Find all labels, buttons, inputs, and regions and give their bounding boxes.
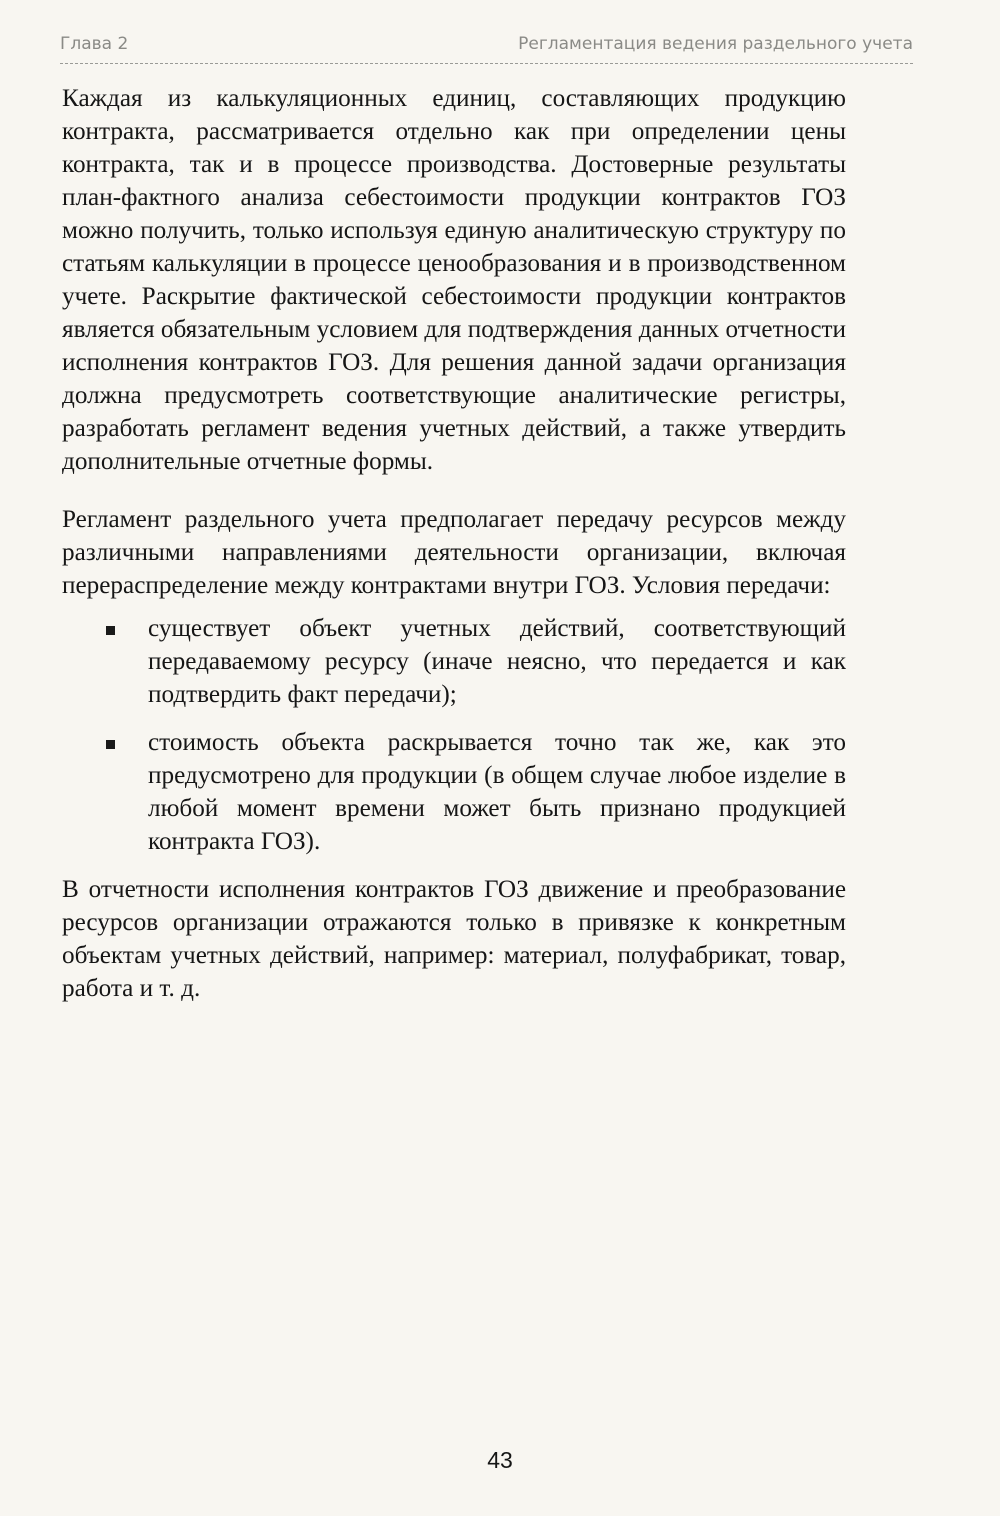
running-header: [60, 30, 913, 64]
list-item: [62, 612, 846, 711]
paragraph-3: В отчетности исполнения контрактов ГОЗ движение и преобразование ресурсов организации отражаются только в привязке к конкретным объектам учетных действий, например: материал, полуфабрикат, товар, работа и т. д.: [62, 876, 846, 1002]
square-bullet-icon: [106, 740, 115, 749]
section-title: Регламентация ведения раздельного учета: [518, 34, 913, 54]
chapter-label: Глава 2: [60, 34, 129, 54]
main-text: [62, 82, 846, 1005]
header-divider: [60, 63, 913, 64]
paragraph-1: Каждая из калькуляционных единиц, составляющих продукцию контракта, рассматривается отдельно как при определении цены контракта, так и в процессе производства. Достоверные результаты план-фактного анализа себестоимости продукции контрактов ГОЗ можно получить, только используя единую аналитическую структуру по статьям калькуляции в процессе ценообразования и в производственном учете. Раскрытие фактической себестоимости продукции контрактов является обязательным условием для подтверждения данных отчетности исполнения контрактов ГОЗ. Для решения данной задачи организация должна предусмотреть соответствующие аналитические регистры, разработать регламент ведения учетных действий, а также утвердить дополнительные отчетные формы.: [62, 85, 846, 475]
list-item: [62, 726, 846, 858]
square-bullet-icon: [106, 626, 115, 635]
paragraph-2: Регламент раздельного учета предполагает передачу ресурсов между различными направлениями деятельности организации, включая перераспределение между контрактами внутри ГОЗ. Условия передачи:: [62, 506, 846, 599]
page-number: 43: [487, 1447, 513, 1473]
list-item-text: существует объект учетных действий, соответствующий передаваемому ресурсу (иначе неясно, что передается и как подтвердить факт передачи);: [148, 615, 846, 708]
conditions-list: [62, 612, 846, 858]
list-item-text: стоимость объекта раскрывается точно так же, как это предусмотрено для продукции (в общем случае любое изделие в любой момент времени может быть признано продукцией контракта ГОЗ).: [148, 729, 846, 855]
